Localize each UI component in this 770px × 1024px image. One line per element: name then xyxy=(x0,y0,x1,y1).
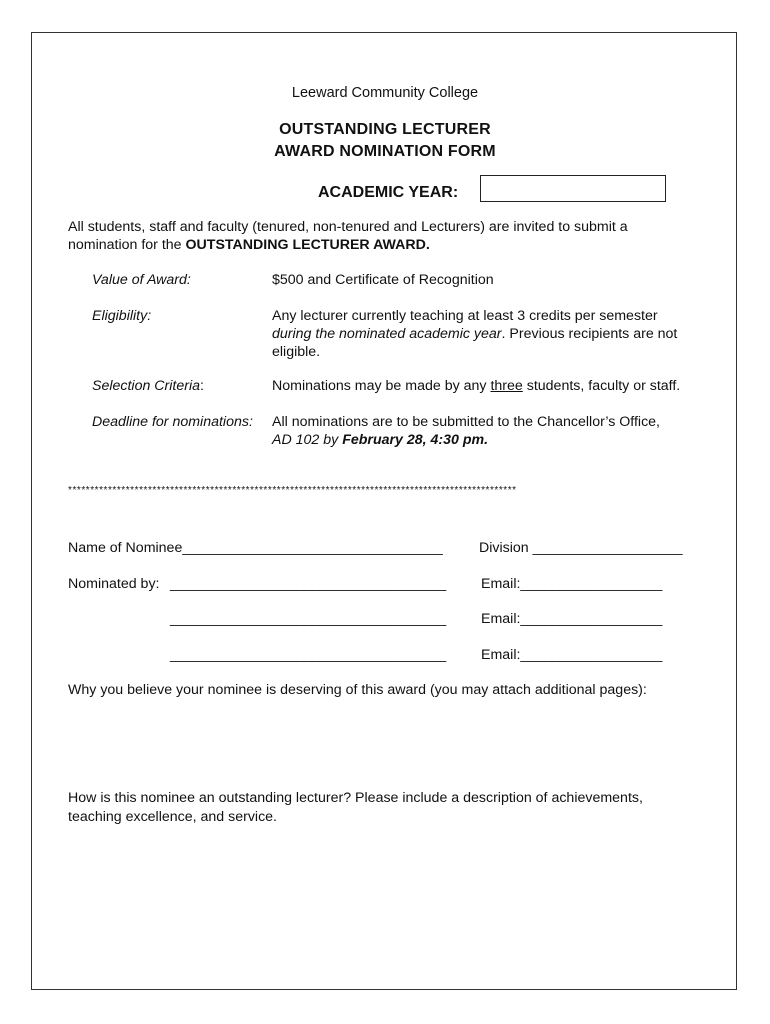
eligibility-italic: during the nominated academic year xyxy=(272,326,502,342)
deadline-room: AD 102 by xyxy=(272,432,343,448)
form-title-line-1: OUTSTANDING LECTURER xyxy=(279,121,491,138)
asterisk-separator: ***************************************************************************************************** xyxy=(68,485,517,496)
nominated-by-label: Nominated by: xyxy=(68,576,160,592)
value-of-award-text: $500 and Certificate of Recognition xyxy=(272,272,494,288)
selection-criteria-label-text: Selection Criteria xyxy=(92,378,201,394)
email-field-3[interactable]: __________________ xyxy=(520,647,663,663)
email-label-3: Email: xyxy=(481,647,521,663)
academic-year-field[interactable] xyxy=(480,175,666,202)
deadline-date: February 28, 4:30 pm. xyxy=(342,432,489,448)
nominator-field-3[interactable]: ___________________________________ xyxy=(170,647,447,663)
nominee-label: Name of Nominee xyxy=(68,540,183,556)
intro-line-2 xyxy=(68,236,628,254)
nominator-field-2[interactable]: ___________________________________ xyxy=(170,611,447,627)
eligibility-line-1: Any lecturer currently teaching at least 3 credits per semester xyxy=(272,308,658,324)
question-outstanding-line-1: How is this nominee an outstanding lecturer? Please include a description of achievements, xyxy=(68,790,643,806)
eligibility-line-3: eligible. xyxy=(272,344,321,360)
eligibility-rest: . Previous recipients are not xyxy=(501,326,678,342)
intro-line-2-text: nomination for the xyxy=(68,237,186,253)
nominee-row xyxy=(68,540,443,556)
eligibility-text xyxy=(272,307,677,361)
division-field[interactable]: ___________________ xyxy=(532,540,683,556)
eligibility-line-2 xyxy=(272,325,677,343)
question-outstanding-line-2: teaching excellence, and service. xyxy=(68,809,277,825)
email-label-2: Email: xyxy=(481,611,521,627)
division-label: Division xyxy=(479,540,529,556)
form-title-line-2: AWARD NOMINATION FORM xyxy=(274,143,496,160)
email-field-2[interactable]: __________________ xyxy=(520,611,663,627)
nominee-field[interactable]: _________________________________ xyxy=(182,540,443,556)
email-label-1: Email: xyxy=(481,576,521,592)
value-of-award-label: Value of Award: xyxy=(92,272,191,288)
email-row-3 xyxy=(481,647,662,663)
criteria-suffix: students, faculty or staff. xyxy=(522,378,681,394)
form-page xyxy=(31,32,737,990)
division-row xyxy=(479,540,683,556)
award-name: OUTSTANDING LECTURER AWARD. xyxy=(185,237,430,253)
email-field-1[interactable]: __________________ xyxy=(520,576,663,592)
nominator-field-1[interactable]: ___________________________________ xyxy=(170,576,447,592)
intro-paragraph xyxy=(68,218,628,254)
deadline-line-2 xyxy=(272,431,660,449)
selection-criteria-colon: : xyxy=(200,378,204,394)
email-row-1 xyxy=(481,576,662,592)
answer-area-outstanding[interactable] xyxy=(68,833,702,973)
selection-criteria-text xyxy=(272,377,680,395)
intro-line-1: All students, staff and faculty (tenured, non-tenured and Lecturers) are invited to submit a xyxy=(68,219,628,235)
email-row-2 xyxy=(481,611,662,627)
answer-area-deserving[interactable] xyxy=(68,705,702,785)
deadline-text xyxy=(272,413,660,449)
question-outstanding xyxy=(68,789,643,827)
selection-criteria-label xyxy=(92,378,204,394)
academic-year-label: ACADEMIC YEAR: xyxy=(318,184,459,201)
criteria-prefix: Nominations may be made by any xyxy=(272,378,491,394)
deadline-line-1: All nominations are to be submitted to the Chancellor’s Office, xyxy=(272,414,661,430)
question-deserving: Why you believe your nominee is deserving of this award (you may attach additional pages): xyxy=(68,682,647,698)
criteria-three: three xyxy=(490,378,523,394)
college-name: Leeward Community College xyxy=(291,85,479,101)
deadline-label: Deadline for nominations: xyxy=(92,414,253,430)
eligibility-label: Eligibility: xyxy=(92,308,152,324)
